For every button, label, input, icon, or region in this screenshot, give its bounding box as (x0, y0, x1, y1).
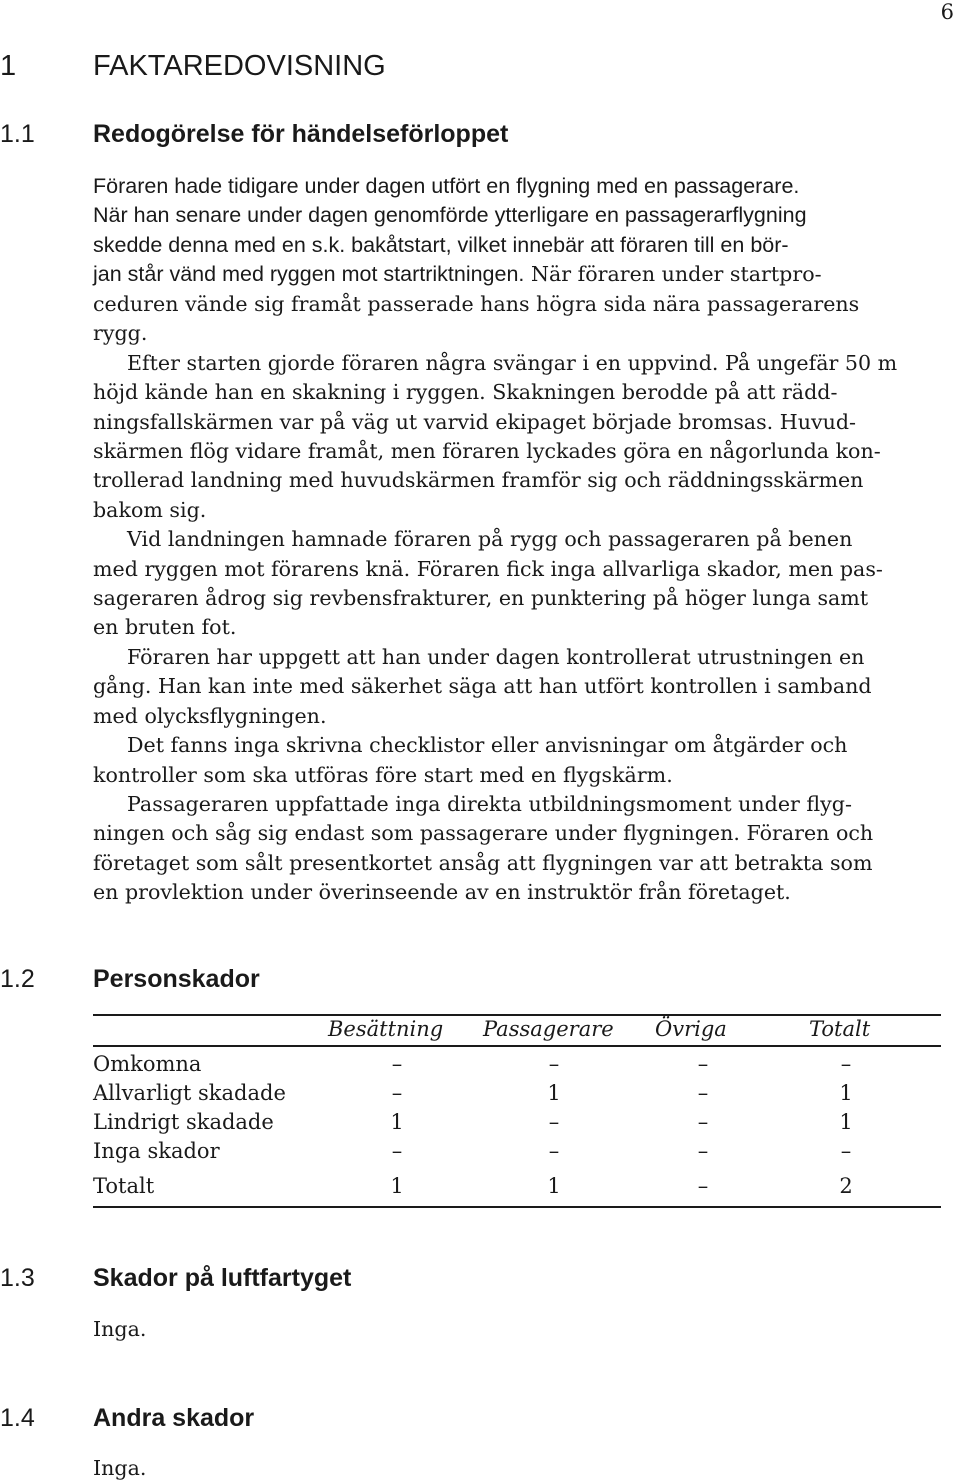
text-line: gång. Han kan inte med säkerhet säga att han utfört kontrollen i samband (93, 674, 872, 699)
text-line: en provlektion under överinseende av en instruktör från företaget. (93, 880, 791, 905)
section-body: Inga. (93, 1456, 147, 1480)
text-line: med olycksflygningen. (93, 703, 327, 728)
text-line: kontroller som ska utföras före start med en flygskärm. (93, 762, 673, 787)
row-label: Omkomna (93, 1052, 202, 1076)
section-number: 1.2 (0, 965, 35, 993)
table-cell: 1 (839, 1110, 853, 1134)
text-line: ningen och såg sig endast som passagerare under flygningen. Föraren och (93, 821, 874, 846)
narrative-serif-block (93, 290, 951, 908)
text-line: Det fanns inga skrivna checklistor eller anvisningar om åtgärder och (127, 733, 848, 758)
text-line: ceduren vände sig framåt passerade hans högra sida nära passagerarens (93, 292, 860, 316)
section-number: 1.4 (0, 1404, 35, 1432)
section-number: 1 (0, 50, 17, 82)
table-cell: – (548, 1110, 560, 1134)
narrative-sans-block (93, 172, 953, 290)
table-cell: 1 (390, 1110, 404, 1134)
text-line: Efter starten gjorde föraren några svängar i en uppvind. På ungefär 50 m (127, 350, 898, 375)
table-cell: 1 (547, 1174, 561, 1198)
text-line: höjd kände han en skakning i ryggen. Skakningen berodde på att rädd- (93, 380, 838, 405)
text-segment: När föraren under startpro- (524, 262, 822, 287)
column-header: Besättning (328, 1017, 444, 1041)
column-header: Passagerare (483, 1017, 614, 1041)
table-header-rule (93, 1045, 941, 1047)
table-cell: 1 (839, 1081, 853, 1105)
heading-section-1-2 (0, 965, 260, 994)
table-cell: – (391, 1139, 403, 1163)
text-line: en bruten fot. (93, 615, 237, 640)
text-line: sageraren ådrog sig revbensfrakturer, en punktering på höger lunga samt (93, 586, 869, 611)
table-cell: – (548, 1139, 560, 1163)
table-top-rule (93, 1014, 941, 1016)
text-line (93, 260, 953, 289)
table-cell: – (697, 1110, 709, 1134)
table-cell: – (697, 1052, 709, 1076)
table-cell: 2 (839, 1174, 853, 1198)
table-cell: – (391, 1081, 403, 1105)
table-cell: – (697, 1174, 709, 1198)
table-cell: – (697, 1081, 709, 1105)
page-number: 6 (940, 0, 954, 24)
row-label: Allvarligt skadade (93, 1081, 286, 1105)
section-title: FAKTAREDOVISNING (93, 50, 386, 82)
section-title: Personskador (93, 965, 260, 993)
text-line: När han senare under dagen genomförde ytterligare en passagerarflygning (93, 203, 807, 228)
text-line: ningsfallskärmen var på väg ut varvid ekipaget började bromsas. Huvud- (93, 409, 857, 434)
text-line: skärmen flög vidare framåt, men föraren lyckades göra en någorlunda kon- (93, 439, 881, 464)
row-label: Inga skador (93, 1139, 220, 1163)
section-body: Inga. (93, 1317, 147, 1341)
text-line: Vid landningen hamnade föraren på rygg och passageraren på benen (127, 527, 853, 552)
text-line: bakom sig. (93, 497, 207, 522)
heading-section-1 (0, 50, 386, 83)
heading-section-1-3 (0, 1264, 351, 1293)
table-cell: – (548, 1052, 560, 1076)
row-label: Totalt (93, 1174, 155, 1198)
table-cell: – (697, 1139, 709, 1163)
section-title: Redogörelse för händelseförloppet (93, 120, 509, 148)
table-cell: – (840, 1052, 852, 1076)
table-cell: 1 (547, 1081, 561, 1105)
section-title: Andra skador (93, 1404, 255, 1432)
table-cell: – (391, 1052, 403, 1076)
section-number: 1.1 (0, 120, 35, 148)
column-header: Totalt (809, 1017, 871, 1041)
table-bottom-rule (93, 1206, 941, 1208)
text-line: Föraren har uppgett att han under dagen kontrollerat utrustningen en (127, 644, 865, 669)
text-line: rygg. (93, 321, 148, 346)
text-line: trollerad landning med huvudskärmen framför sig och räddningsskärmen (93, 468, 864, 493)
text-line: företaget som sålt presentkortet ansåg att flygningen var att betrakta som (93, 850, 873, 875)
text-line: Passageraren uppfattade inga direkta utbildningsmoment under flyg- (127, 791, 852, 816)
section-title: Skador på luftfartyget (93, 1264, 352, 1292)
text-segment: jan står vänd med ryggen mot startriktningen. (93, 262, 525, 287)
text-line: Föraren hade tidigare under dagen utfört en flygning med en passagerare. (93, 174, 800, 198)
heading-section-1-1 (0, 120, 508, 149)
row-label: Lindrigt skadade (93, 1110, 274, 1134)
table-cell: – (840, 1139, 852, 1163)
heading-section-1-4 (0, 1404, 254, 1433)
text-line: med ryggen mot förarens knä. Föraren fick inga allvarliga skador, men pas- (93, 556, 883, 581)
section-number: 1.3 (0, 1264, 35, 1292)
text-line: skedde denna med en s.k. bakåtstart, vilket innebär att föraren till en bör- (93, 232, 789, 257)
table-cell: 1 (390, 1174, 404, 1198)
column-header: Övriga (655, 1017, 727, 1041)
